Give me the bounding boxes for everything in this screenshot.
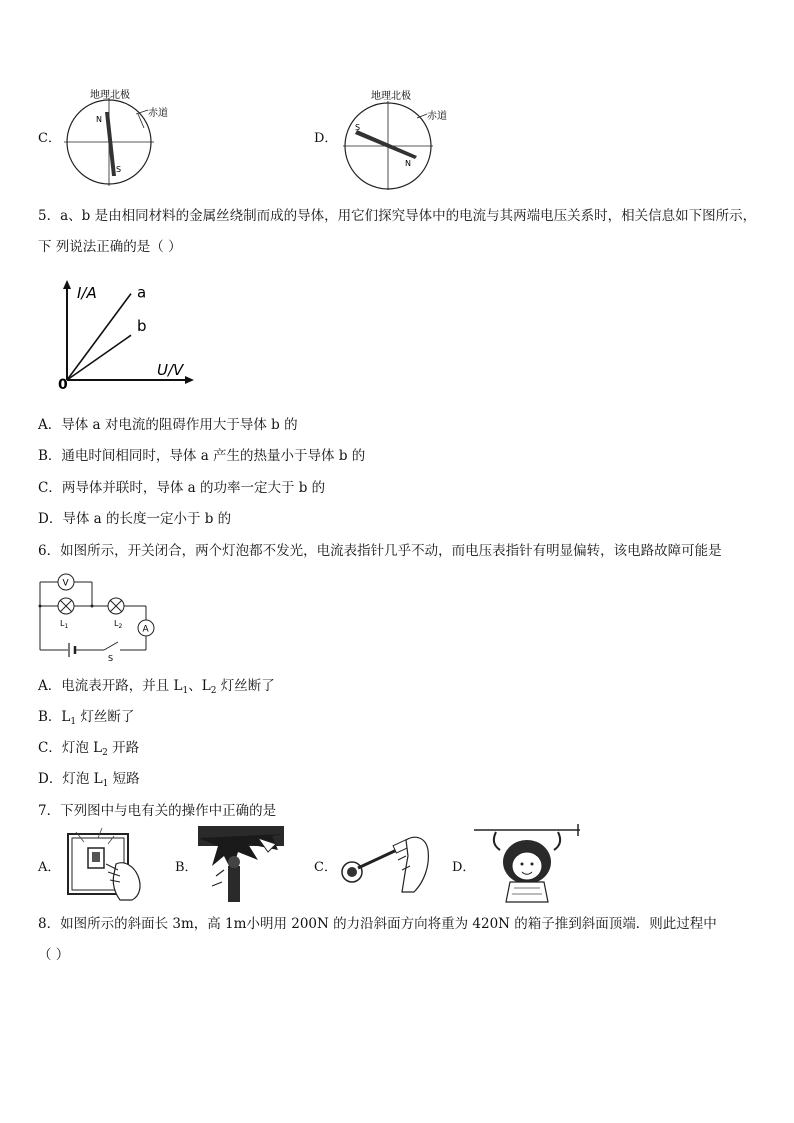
q7-option-b-tree-kite-image bbox=[198, 826, 284, 902]
q8-stem: 8．如图所示的斜面长 3m，高 1m小明用 200N 的力沿斜面方向将重为 420N 的箱子推到斜面顶端．则此过程中 bbox=[38, 916, 717, 932]
q6-option-d: D．灯泡 $L_1$ 短路 bbox=[38, 771, 140, 789]
q7-option-c-letter: C． bbox=[314, 860, 337, 875]
q7-option-d-letter: D． bbox=[452, 860, 476, 875]
equator-label: 赤道 bbox=[427, 111, 447, 122]
q7-option-c-test-pen-image bbox=[336, 826, 432, 902]
svg-text:N: N bbox=[96, 115, 102, 124]
q5-option-c: C．两导体并联时，导体 a 的功率一定大于 b 的 bbox=[38, 480, 326, 496]
q4-option-d-compass-diagram bbox=[335, 86, 465, 192]
y-axis-label: I/A bbox=[77, 284, 97, 302]
series-label-b: b bbox=[137, 317, 147, 336]
q6-stem: 6．如图所示，开关闭合，两个灯泡都不发光，电流表指针几乎不动，而电压表指针有明显偏转，该电路故障可能是 bbox=[38, 543, 722, 559]
q5-option-a: A．导体 a 对电流的阻碍作用大于导体 b 的 bbox=[38, 417, 298, 433]
q6-option-b: B．$L_1$ 灯丝断了 bbox=[38, 709, 135, 727]
q5-option-d: D．导体 a 的长度一定小于 b 的 bbox=[38, 511, 232, 527]
svg-text:N: N bbox=[405, 159, 411, 168]
equator-label: 赤道 bbox=[148, 108, 168, 119]
q5-stem-line2: 下 列说法正确的是（ ） bbox=[38, 239, 182, 255]
q4-option-d-letter: D． bbox=[314, 131, 338, 146]
series-line-a bbox=[67, 294, 131, 380]
q4-option-c-letter: C． bbox=[38, 131, 61, 146]
q4-option-c-compass-diagram bbox=[60, 84, 190, 194]
svg-text:S: S bbox=[108, 654, 114, 662]
q7-option-d-child-wire-image bbox=[474, 824, 584, 904]
svg-text:L2: $L_2$ bbox=[114, 619, 123, 630]
q6-circuit-diagram bbox=[34, 570, 160, 662]
q5-stem-line1: 5．a、b 是由相同材料的金属丝绕制而成的导体，用它们探究导体中的电流与其两端电压关系时，相关信息如下图所示， bbox=[38, 208, 757, 224]
svg-text:L1: $L_1$ bbox=[60, 619, 69, 630]
compass-needle bbox=[105, 112, 116, 176]
q5-iu-graph bbox=[55, 280, 195, 395]
north-pole-label: 地理北极 bbox=[371, 91, 411, 102]
svg-text:S: S bbox=[355, 123, 361, 132]
q6-option-a: A．电流表开路，并且 $L_1$、$L_2$ 灯丝断了 bbox=[38, 678, 275, 696]
q7-option-a-switch-hand-image bbox=[62, 826, 154, 902]
svg-text:S: S bbox=[116, 165, 122, 174]
svg-text:A: A bbox=[142, 624, 149, 635]
q5-option-b: B．通电时间相同时，导体 a 产生的热量小于导体 b 的 bbox=[38, 448, 366, 464]
series-label-a: a bbox=[137, 283, 147, 302]
compass-needle bbox=[355, 130, 417, 159]
x-axis-label: U/V bbox=[157, 361, 184, 379]
x-axis-arrow bbox=[185, 376, 194, 384]
origin-label: 0 bbox=[58, 377, 68, 393]
north-pole-label: 地理北极 bbox=[90, 90, 130, 101]
q7-stem: 7．下列图中与电有关的操作中正确的是 bbox=[38, 803, 277, 819]
q6-option-c: C．灯泡 $L_2$ 开路 bbox=[38, 740, 140, 758]
series-line-b bbox=[67, 335, 131, 380]
svg-text:V: V bbox=[62, 578, 69, 589]
q7-option-b-letter: B． bbox=[175, 860, 198, 875]
q8-answer-parentheses: （ ） bbox=[38, 947, 70, 963]
y-axis-arrow bbox=[63, 280, 71, 289]
q7-option-a-letter: A． bbox=[38, 860, 61, 875]
